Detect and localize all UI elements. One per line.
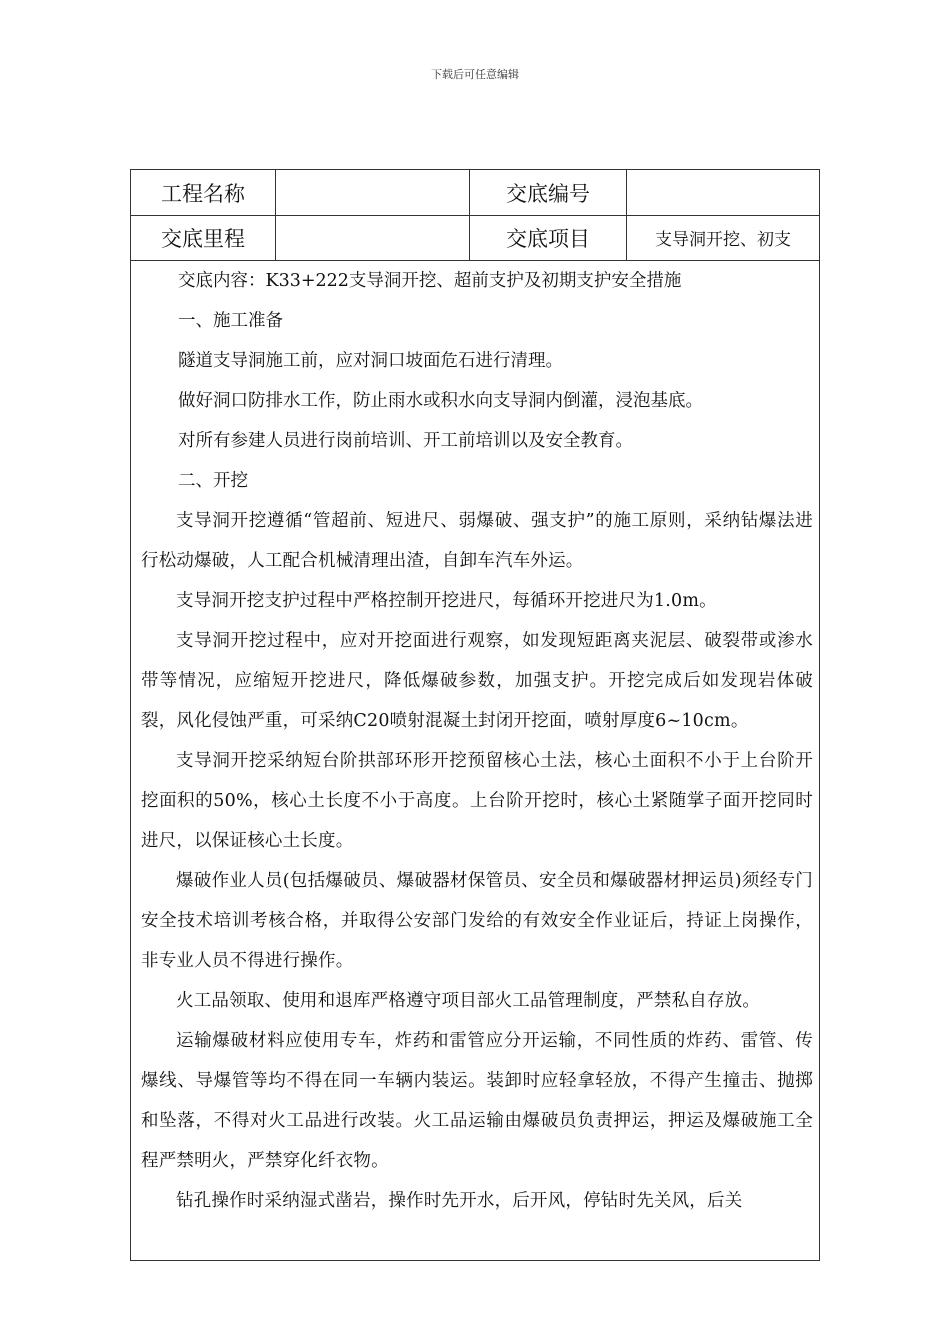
header-note: 下载后可任意编辑 <box>431 68 519 81</box>
paragraph: 支导洞开挖支护过程中严格控制开挖进尺，每循环开挖进尺为1.0m。 <box>176 591 717 611</box>
paragraph: 做好洞口防排水工作，防止雨水或积水向支导洞内倒灌，浸泡基底。 <box>178 391 703 411</box>
section-title: 二、开挖 <box>178 471 248 491</box>
paragraph: 爆破作业人员(包括爆破员、爆破器材保管员、安全员和爆破器材押运员)须经专门安全技术培训考核合格，并取得公安部门发给的有效安全作业证后，持证上岗操作，非专业人员不得进行操作。 <box>141 871 813 971</box>
paragraph: 支导洞开挖采纳短台阶拱部环形开挖预留核心土法，核心土面积不小于上台阶开挖面积的50%，核心土长度不小于高度。上台阶开挖时，核心土紧随掌子面开挖同时进尺，以保证核心土长度。 <box>141 751 813 851</box>
paragraph: 支导洞开挖遵循“管超前、短进尺、弱爆破、强支护”的施工原则，采纳钻爆法进行松动爆破，人工配合机械清理出渣，自卸车汽车外运。 <box>141 511 813 571</box>
project-name-label: 工程名称 <box>131 170 276 215</box>
paragraph: 对所有参建人员进行岗前培训、开工前培训以及安全教育。 <box>178 431 633 451</box>
table-row <box>131 170 819 216</box>
item-label: 交底项目 <box>470 215 627 260</box>
paragraph: 火工品领取、使用和退库严格遵守项目部火工品管理制度，严禁私自存放。 <box>176 991 761 1011</box>
mileage-value <box>276 215 470 260</box>
item-value: 支导洞开挖、初支 <box>655 230 791 250</box>
project-name-value <box>276 170 470 215</box>
content-intro: 交底内容：K33+222支导洞开挖、超前支护及初期支护安全措施 <box>178 271 682 291</box>
section-title: 一、施工准备 <box>178 311 283 331</box>
disclosure-form <box>130 169 820 1261</box>
disclosure-no-label: 交底编号 <box>470 170 627 215</box>
paragraph: 支导洞开挖过程中，应对开挖面进行观察，如发现短距离夹泥层、破裂带或渗水带等情况，应缩短开挖进尺，降低爆破参数，加强支护。开挖完成后如发现岩体破裂，风化侵蚀严重，可采纳C20喷射混凝土封闭开挖面，喷射厚度6~10cm。 <box>141 631 813 731</box>
content-body <box>141 261 813 1221</box>
table-row <box>131 215 819 261</box>
paragraph: 隧道支导洞施工前，应对洞口坡面危石进行清理。 <box>178 351 563 371</box>
paragraph: 运输爆破材料应使用专车，炸药和雷管应分开运输，不同性质的炸药、雷管、传爆线、导爆管等均不得在同一车辆内装运。装卸时应轻拿轻放，不得产生撞击、抛掷和坠落，不得对火工品进行改装。火工品运输由爆破员负责押运，押运及爆破施工全程严禁明火，严禁穿化纤衣物。 <box>141 1031 813 1171</box>
disclosure-no-value <box>627 170 819 215</box>
paragraph: 钻孔操作时采纳湿式凿岩，操作时先开水，后开风，停钻时先关风，后关 <box>176 1191 743 1211</box>
mileage-label: 交底里程 <box>131 215 276 260</box>
